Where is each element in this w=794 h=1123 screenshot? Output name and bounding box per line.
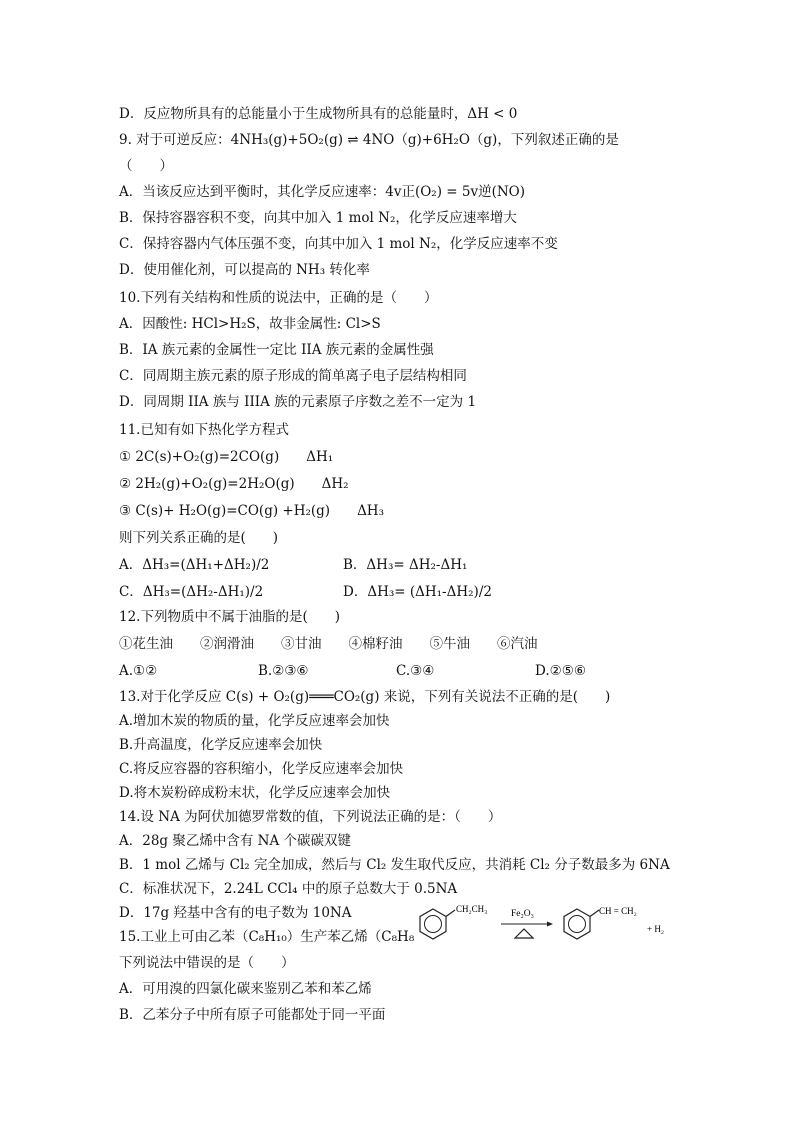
line-q11-1: ① 2C(s)+O₂(g)=2CO(g) ΔH₁	[119, 449, 334, 465]
benzene-ring-product	[564, 909, 599, 939]
line-q11-ask: 则下列关系正确的是( )	[119, 530, 279, 546]
line-q9-c: C．保持容器内气体压强不变，向其中加入 1 mol N₂，化学反应速率不变	[119, 236, 558, 252]
line-q9-b: B．保持容器容积不变，向其中加入 1 mol N₂，化学反应速率增大	[119, 210, 517, 226]
line-q15-ask: 下列说法中错误的是（ ）	[119, 955, 295, 971]
line-q15: 15.工业上可由乙苯（C₈H₁₀）生产苯乙烯（C₈H₈	[119, 929, 415, 945]
q11_options-option-c: C．ΔH₃=(ΔH₂-ΔH₁)/2	[119, 584, 264, 600]
line-q10: 10.下列有关结构和性质的说法中，正确的是（ ）	[119, 290, 438, 306]
line-q14-b: B．1 mol 乙烯与 Cl₂ 完全加成，然后与 Cl₂ 发生取代反应，共消耗 Cl₂ 分子数最多为 6NA	[119, 857, 670, 873]
q12_options-option-c: C.③④	[396, 663, 435, 679]
line-q9-a: A．当该反应达到平衡时，其化学反应速率：4v正(O₂) = 5v逆(NO)	[119, 184, 526, 200]
line-q10-d: D．同周期 IIA 族与 IIIA 族的元素原子序数之差不一定为 1	[119, 394, 477, 410]
line-q13-b: B.升高温度，化学反应速率会加快	[119, 737, 323, 753]
product-substituent: CH = CH₂	[599, 906, 637, 916]
q12_options-option-a: A.①②	[119, 663, 158, 679]
q11_options-option-d: D．ΔH₃= (ΔH₁-ΔH₂)/2	[343, 584, 492, 600]
catalyst-label: Fe₂O₃	[511, 909, 534, 919]
line-q12: 12.下列物质中不属于油脂的是( )	[119, 609, 341, 625]
line-q10-b: B．IA 族元素的金属性一定比 IIA 族元素的金属性强	[119, 342, 434, 358]
q12_options-option-d: D.②⑤⑥	[535, 663, 586, 679]
line-q12-list: ①花生油 ②润滑油 ③甘油 ④棉籽油 ⑤牛油 ⑥汽油	[119, 636, 538, 652]
line-q9-paren: （ ）	[119, 158, 173, 174]
line-q14-a: A．28g 聚乙烯中含有 NA 个碳碳双键	[119, 833, 352, 849]
benzene-ring-reactant	[420, 909, 455, 939]
byproduct-label: + H₂	[647, 924, 664, 934]
line-q10-c: C．同周期主族元素的原子形成的简单离子电子层结构相同	[119, 368, 467, 384]
line-q11-2: ② 2H₂(g)+O₂(g)=2H₂O(g) ΔH₂	[119, 476, 349, 492]
line-d-8: D．反应物所具有的总能量小于生成物所具有的总能量时，ΔH < 0	[119, 106, 518, 122]
line-q14-d: D．17g 羟基中含有的电子数为 10NA	[119, 905, 352, 921]
line-q13-a: A.增加木炭的物质的量，化学反应速率会加快	[119, 713, 390, 729]
line-q10-a: A．因酸性: HCl>H₂S，故非金属性: Cl>S	[119, 316, 381, 332]
arrow-head	[547, 922, 553, 927]
line-q13-d: D.将木炭粉碎成粉末状，化学反应速率会加快	[119, 785, 391, 801]
line-q9-d: D．使用催化剂，可以提高的 NH₃ 转化率	[119, 262, 370, 278]
line-q11: 11.已知有如下热化学方程式	[119, 422, 289, 438]
line-q14-c: C．标准状况下，2.24L CCl₄ 中的原子总数大于 0.5NA	[119, 881, 458, 897]
q11_options-option-b: B．ΔH₃= ΔH₂-ΔH₁	[343, 557, 468, 573]
line-q9: 9. 对于可逆反应：4NH₃(g)+5O₂(g) ⇌ 4NO（g)+6H₂O（g)，下列叙述正确的是	[119, 132, 619, 148]
line-q15-b: B．乙苯分子中所有原子可能都处于同一平面	[119, 1007, 386, 1023]
line-q11-3: ③ C(s)+ H₂O(g)=CO(g) +H₂(g) ΔH₃	[119, 503, 384, 519]
line-q15-a: A．可用溴的四氯化碳来鉴别乙苯和苯乙烯	[119, 981, 372, 997]
line-q13-c: C.将反应容器的容积缩小，化学反应速率会加快	[119, 761, 404, 777]
reactant-substituent: CH₂CH₃	[456, 904, 488, 914]
q12_options-option-b: B.②③⑥	[258, 663, 309, 679]
heat-triangle-icon	[515, 929, 533, 938]
line-q14: 14.设 NA 为阿伏加德罗常数的值，下列说法正确的是：（ ）	[119, 809, 502, 825]
line-q13: 13.对于化学反应 C(s) + O₂(g)═══CO₂(g) 来说，下列有关说法不正确的是( )	[119, 689, 611, 705]
q11_options-option-a: A．ΔH₃=(ΔH₁+ΔH₂)/2	[119, 557, 270, 573]
ethylbenzene-to-styrene-reaction-scheme	[415, 898, 675, 946]
